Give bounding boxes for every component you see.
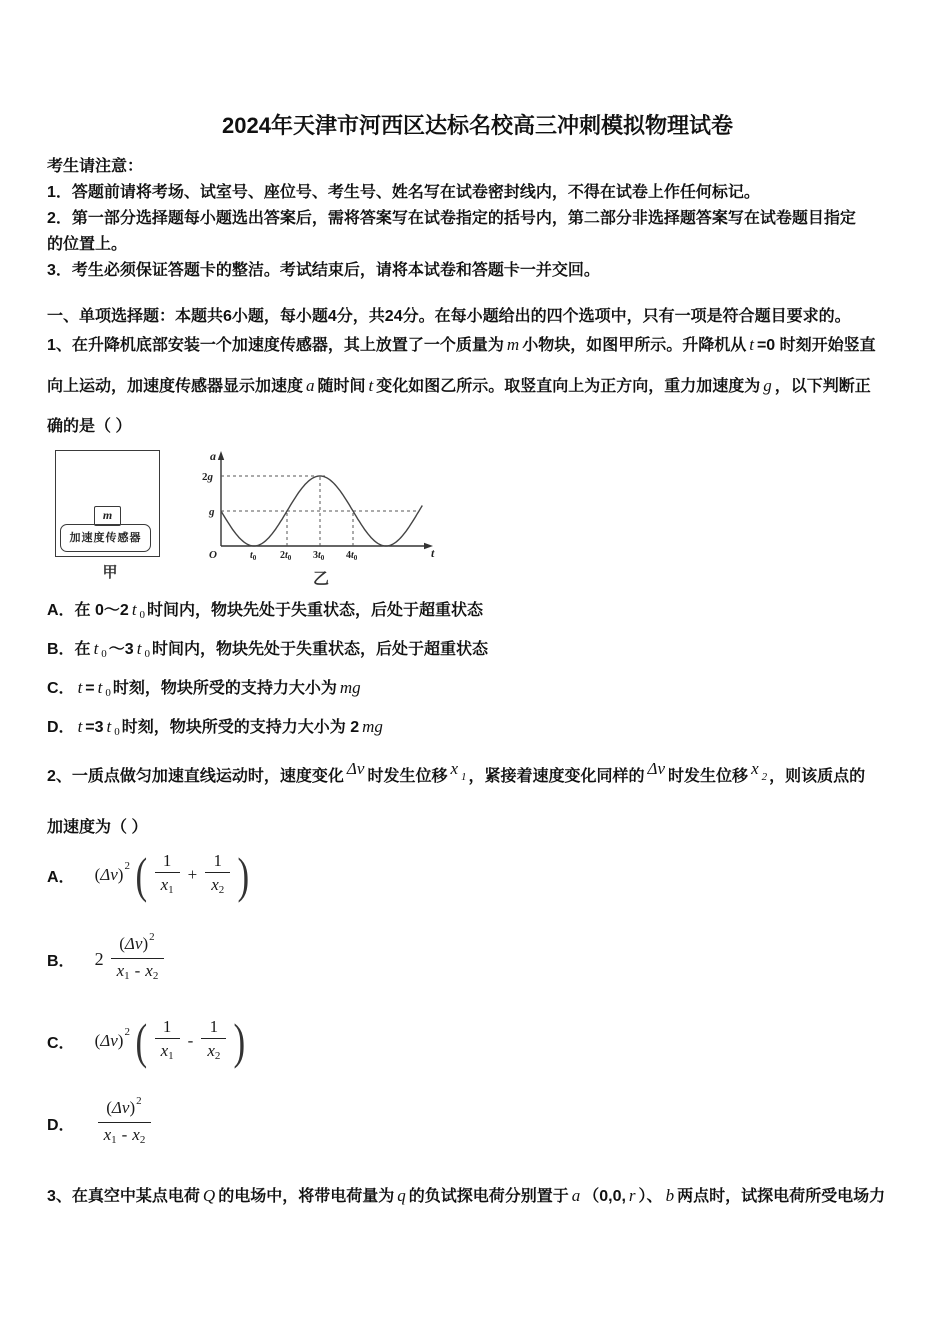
text-run: t [131, 600, 137, 619]
figure-yi-graph [201, 446, 441, 589]
accelerometer-box: 加速度传感器 [60, 524, 151, 552]
q2-option-a [47, 847, 908, 903]
text-run: t [77, 678, 83, 697]
q1-option-a [47, 597, 908, 628]
paren: ) [129, 1097, 136, 1117]
tick-2g: 2g [202, 471, 213, 483]
text-run: t [136, 639, 142, 658]
paren: ) [117, 865, 124, 884]
denominator [155, 1039, 180, 1066]
formula-d [95, 1094, 155, 1150]
var: x [145, 960, 153, 980]
section-1-header: 一、单项选择题：本题共6小题，每小题4分，共24分。在每小题给出的四个选项中，只有一项是符合题目要求的。 [47, 308, 851, 325]
text-run: C． [47, 680, 75, 697]
operator: - [134, 960, 141, 980]
operator: - [121, 1124, 128, 1144]
text-run: 2 [761, 771, 768, 783]
var: x [211, 875, 219, 894]
numerator [98, 1094, 152, 1123]
text-run: q [397, 1186, 406, 1205]
text-run: 的电场中，将带电荷量为 [218, 1188, 395, 1205]
tick-2t0: $2t_0$ [280, 550, 292, 562]
text-run: 2、一质点做匀加速直线运动时，速度变化 [47, 768, 344, 785]
exponent: 2 [149, 930, 155, 943]
text-run: m [506, 335, 520, 354]
paren: ) [117, 1031, 124, 1050]
operator: + [187, 865, 198, 884]
figure-jia-caption: 甲 [102, 564, 118, 581]
denominator [98, 1123, 152, 1150]
text-run: 随时间 [317, 378, 366, 395]
paren: ( [94, 865, 101, 884]
text-run: x [751, 759, 759, 778]
q2-option-d [47, 1095, 908, 1151]
figure-jia-elevator [55, 450, 165, 582]
var: x [160, 1041, 169, 1060]
subscript: 2 [152, 969, 159, 982]
text-run: 1、在升降机底部安装一个加速度传感器，其上放置了一个质量为 [47, 337, 504, 354]
text-run: =3 [85, 719, 104, 736]
text-run: 0 [139, 609, 146, 621]
subscript: 1 [168, 1050, 174, 1062]
formula-c: ( Δv ) 2 ( $\frac{1}{x_1}$ - $\frac{1}{x_2}$ ) [94, 1013, 246, 1069]
exponent: 2 [136, 1094, 142, 1107]
fraction [155, 850, 180, 900]
subscript: 1 [111, 1133, 117, 1146]
text-run: 时间内，物块先处于失重状态，后处于超重状态 [151, 641, 488, 658]
formula-b [94, 930, 168, 986]
text-run: 0 [144, 648, 150, 660]
text-run: 3、在真空中某点电荷 [47, 1188, 200, 1205]
fraction [155, 1016, 180, 1066]
q1-option-b [47, 636, 908, 667]
paren: ( [94, 1031, 101, 1050]
text-run: B．在 [47, 641, 91, 658]
text-run: t [93, 639, 99, 658]
text-run: a [571, 1186, 581, 1205]
numerator: 1 [155, 1016, 180, 1039]
option-label: D． [47, 1116, 75, 1134]
text-run: D． [47, 719, 75, 736]
acceleration-time-graph [201, 446, 441, 564]
text-run: b [665, 1186, 675, 1205]
text-run: =0 时刻开始竖直 [756, 337, 876, 354]
text-run: 时发生位移 [668, 768, 749, 785]
text-run: g [763, 376, 772, 395]
exponent: 2 [124, 860, 130, 872]
q1-stem-line3: 确的是（ ） [47, 418, 132, 435]
option-label: B． [47, 952, 75, 970]
coefficient: 2 [94, 948, 104, 969]
text-run: 时间内，物块先处于失重状态，后处于超重状态 [147, 602, 484, 619]
text-run: （0,0, [583, 1188, 626, 1205]
exponent: 2 [124, 1026, 130, 1038]
q1-option-c [47, 675, 908, 706]
q1-stem-line2 [47, 373, 908, 400]
text-run: 变化如图乙所示。取竖直向上为正方向，重力加速度为 [376, 378, 761, 395]
paren: ) [142, 933, 149, 953]
notice-heading: 考生请注意： [47, 158, 144, 175]
text-run: a [306, 376, 315, 395]
delta-v: Δv [124, 933, 143, 953]
tick-4t0: $4t_0$ [346, 550, 358, 562]
q2-option-c [47, 1013, 908, 1069]
denominator [111, 959, 165, 986]
numerator: 1 [155, 850, 180, 873]
paren: ( [119, 933, 125, 953]
text-run: = [85, 680, 95, 697]
numerator: 1 [201, 1016, 226, 1039]
subscript: 1 [168, 884, 174, 896]
text-run: r [628, 1186, 636, 1205]
fraction [201, 1016, 226, 1066]
text-run: ～3 [108, 641, 134, 658]
var: x [132, 1124, 140, 1144]
denominator [205, 873, 230, 900]
numerator: 1 [205, 850, 230, 873]
notice-item-3: 3．考生必须保证答题卡的整洁。考试结束后，请将本试卷和答题卡一并交回。 [47, 262, 600, 279]
elevator-box [55, 450, 160, 557]
tick-g: g [209, 506, 215, 518]
y-axis-arrow [218, 451, 224, 460]
text-run: t [77, 717, 83, 736]
text-run: Δv [346, 759, 365, 778]
text-run: mg [339, 678, 361, 697]
text-run: 两点时，试探电荷所受电场力 [677, 1188, 886, 1205]
paren: ( [106, 1097, 112, 1117]
text-run: Δv [647, 759, 666, 778]
x-axis-label: t [431, 546, 435, 560]
text-run: Q [202, 1186, 216, 1205]
text-run: t [368, 376, 374, 395]
notice-item-2-line2: 的位置上。 [47, 236, 128, 253]
text-run: 时刻，物块所受的支持力大小为 2 [121, 719, 360, 736]
page-title: 2024年天津市河西区达标名校高三冲刺模拟物理试卷 [222, 113, 733, 138]
denominator [201, 1039, 226, 1066]
subscript: 1 [124, 969, 130, 982]
numerator [111, 930, 165, 959]
text-run: 向上运动，加速度传感器显示加速度 [47, 378, 304, 395]
text-run: t [97, 678, 103, 697]
mass-block: m [94, 506, 121, 526]
text-run: x [450, 759, 458, 778]
subscript: 2 [214, 1050, 221, 1062]
y-axis-label: a [210, 449, 216, 463]
text-run: A．在 0～2 [47, 602, 129, 619]
fraction [111, 930, 165, 986]
option-label: A． [47, 868, 75, 886]
var: x [116, 960, 125, 980]
delta-v: Δv [111, 1097, 130, 1117]
origin-label: O [209, 549, 217, 561]
formula-a: ( Δv ) 2 ( $\frac{1}{x_1}$ + $\frac{1}{x_2}$ ) [94, 847, 250, 903]
q2-option-b [47, 931, 908, 987]
q2-stem-line2: 加速度为（ ） [47, 819, 148, 836]
q2-stem-line1 [47, 761, 908, 793]
subscript: 2 [139, 1133, 146, 1146]
text-run: ，则该质点的 [769, 768, 866, 785]
notice-item-2-line1: 2．第一部分选择题每小题选出答案后，需将答案写在试卷指定的括号内，第二部分非选择题答案写在试卷题目指定 [47, 210, 856, 227]
denominator [155, 873, 180, 900]
text-run: ，紧接着速度变化同样的 [468, 768, 645, 785]
operator: - [187, 1031, 194, 1050]
subscript: 2 [218, 884, 225, 896]
fraction [98, 1094, 152, 1150]
var: x [160, 875, 169, 894]
text-run: t [106, 717, 112, 736]
q1-stem-line1 [47, 332, 908, 359]
option-label: C． [47, 1034, 75, 1052]
delta-v: Δv [100, 1031, 118, 1050]
text-run: 时刻，物块所受的支持力大小为 [112, 680, 337, 697]
text-run: ，以下判断正 [774, 378, 871, 395]
text-run: 时发生位移 [367, 768, 448, 785]
text-run: 的负试探电荷分别置于 [408, 1188, 569, 1205]
text-run: 0 [101, 648, 107, 660]
q3-stem [47, 1183, 908, 1210]
tick-3t0: $3t_0$ [313, 550, 325, 562]
q1-figure [55, 446, 908, 589]
figure-yi-caption: 乙 [312, 571, 329, 588]
text-run: mg [362, 717, 383, 736]
text-run: 0 [105, 687, 111, 699]
fraction [205, 850, 230, 900]
text-run: 0 [114, 726, 120, 738]
notice-item-1: 1．答题前请将考场、试室号、座位号、考生号、姓名写在试卷密封线内，不得在试卷上作任何标记。 [47, 184, 760, 201]
var: x [207, 1041, 215, 1060]
text-run: 1 [461, 771, 467, 783]
text-run: 小物块，如图甲所示。升降机从 [522, 337, 747, 354]
text-run: ）、 [638, 1188, 663, 1205]
var: x [103, 1124, 112, 1144]
text-run: t [749, 335, 754, 354]
q1-option-d [47, 714, 908, 745]
tick-t0: $t_0$ [250, 550, 257, 562]
delta-v: Δv [100, 865, 118, 884]
